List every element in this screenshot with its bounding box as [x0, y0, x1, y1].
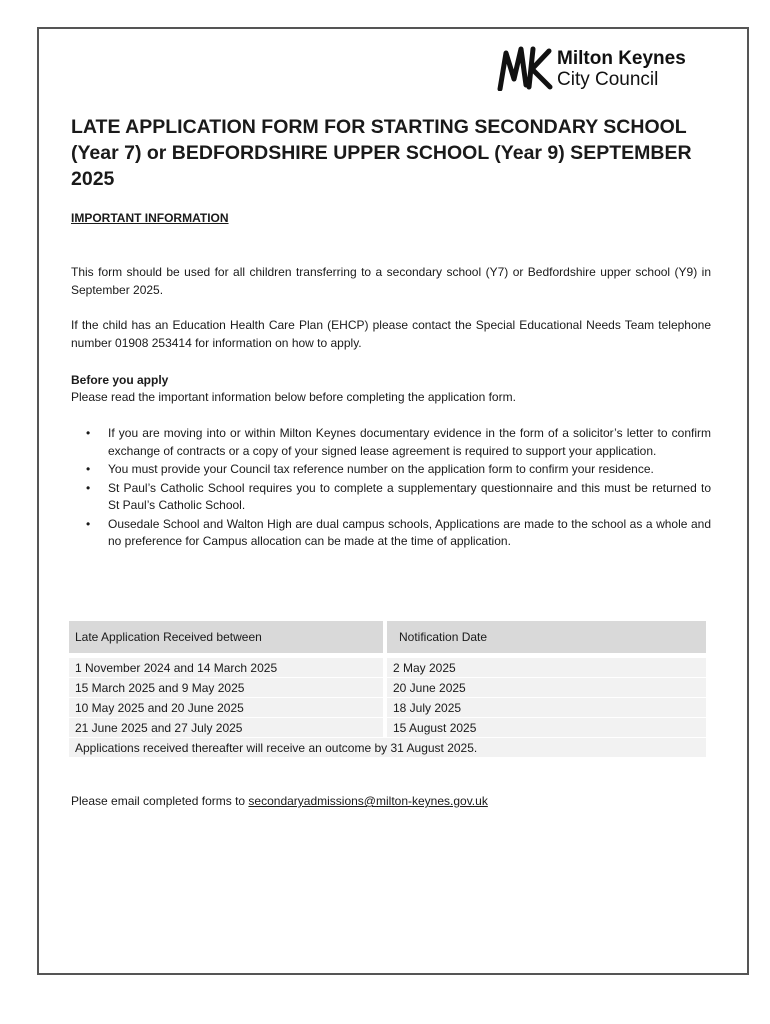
table-header-row [69, 621, 706, 653]
important-info-heading: IMPORTANT INFORMATION [71, 211, 229, 225]
list-item [71, 480, 711, 515]
table-footer-note: Applications received thereafter will receive an outcome by 31 August 2025. [69, 737, 706, 757]
received-between-cell: 10 May 2025 and 20 June 2025 [69, 697, 383, 717]
email-instruction-text: Please email completed forms to [71, 794, 249, 808]
list-item [71, 516, 711, 551]
before-you-apply-heading: Before you apply [71, 373, 169, 387]
table-footer-row [69, 737, 706, 757]
list-item-text: St Paul’s Catholic School requires you to complete a supplementary questionnaire and this must be returned to St Paul’s Catholic School. [108, 480, 711, 512]
before-you-apply-text: Please read the important information below before completing the application form. [71, 390, 516, 404]
table-row [69, 717, 706, 737]
received-between-cell: 21 June 2025 and 27 July 2025 [69, 717, 383, 737]
header-received-between: Late Application Received between [69, 621, 383, 653]
mk-logo-icon [497, 45, 553, 91]
bullet-icon: • [86, 462, 91, 476]
list-item [71, 461, 711, 479]
list-item-text: If you are moving into or within Milton Keynes documentary evidence in the form of a solicitor’s letter to confirm exchange of contracts or a copy of your signed lease agreement is required to support your application. [108, 426, 711, 458]
ehcp-paragraph: If the child has an Education Health Care Plan (EHCP) please contact the Special Educational Needs Team telephone number 01908 253414 for information on how to apply. [71, 318, 711, 350]
notification-date-cell: 15 August 2025 [383, 717, 706, 737]
received-between-cell: 15 March 2025 and 9 May 2025 [69, 677, 383, 697]
header-notification-date: Notification Date [383, 621, 706, 653]
notification-date-cell: 2 May 2025 [383, 657, 706, 677]
list-item-text: Ousedale School and Walton High are dual campus schools, Applications are made to the school as a whole and no preference for Campus allocation can be made at the time of application. [108, 516, 711, 548]
requirements-list [71, 425, 711, 552]
notification-date-cell: 20 June 2025 [383, 677, 706, 697]
bullet-icon: • [86, 426, 91, 440]
table-row [69, 657, 706, 677]
intro-paragraph: This form should be used for all children transferring to a secondary school (Y7) or Bedfordshire upper school (Y9) in September 2025. [71, 265, 711, 297]
logo-text-line2: City Council [557, 69, 659, 90]
late-application-dates-table [69, 621, 706, 757]
table-row [69, 677, 706, 697]
list-item [71, 425, 711, 460]
table-row [69, 697, 706, 717]
council-logo [497, 45, 717, 93]
notification-date-cell: 18 July 2025 [383, 697, 706, 717]
email-instruction [71, 794, 488, 808]
page-title: LATE APPLICATION FORM FOR STARTING SECONDARY SCHOOL (Year 7) or BEDFORDSHIRE UPPER SCHOOL (Year 9) SEPTEMBER 2025 [71, 116, 692, 190]
list-item-text: You must provide your Council tax reference number on the application form to confirm your residence. [108, 462, 654, 476]
email-link[interactable]: secondaryadmissions@milton-keynes.gov.uk [248, 794, 488, 808]
received-between-cell: 1 November 2024 and 14 March 2025 [69, 657, 383, 677]
logo-text-line1: Milton Keynes [557, 48, 686, 69]
bullet-icon: • [86, 480, 91, 495]
bullet-icon: • [86, 516, 91, 531]
